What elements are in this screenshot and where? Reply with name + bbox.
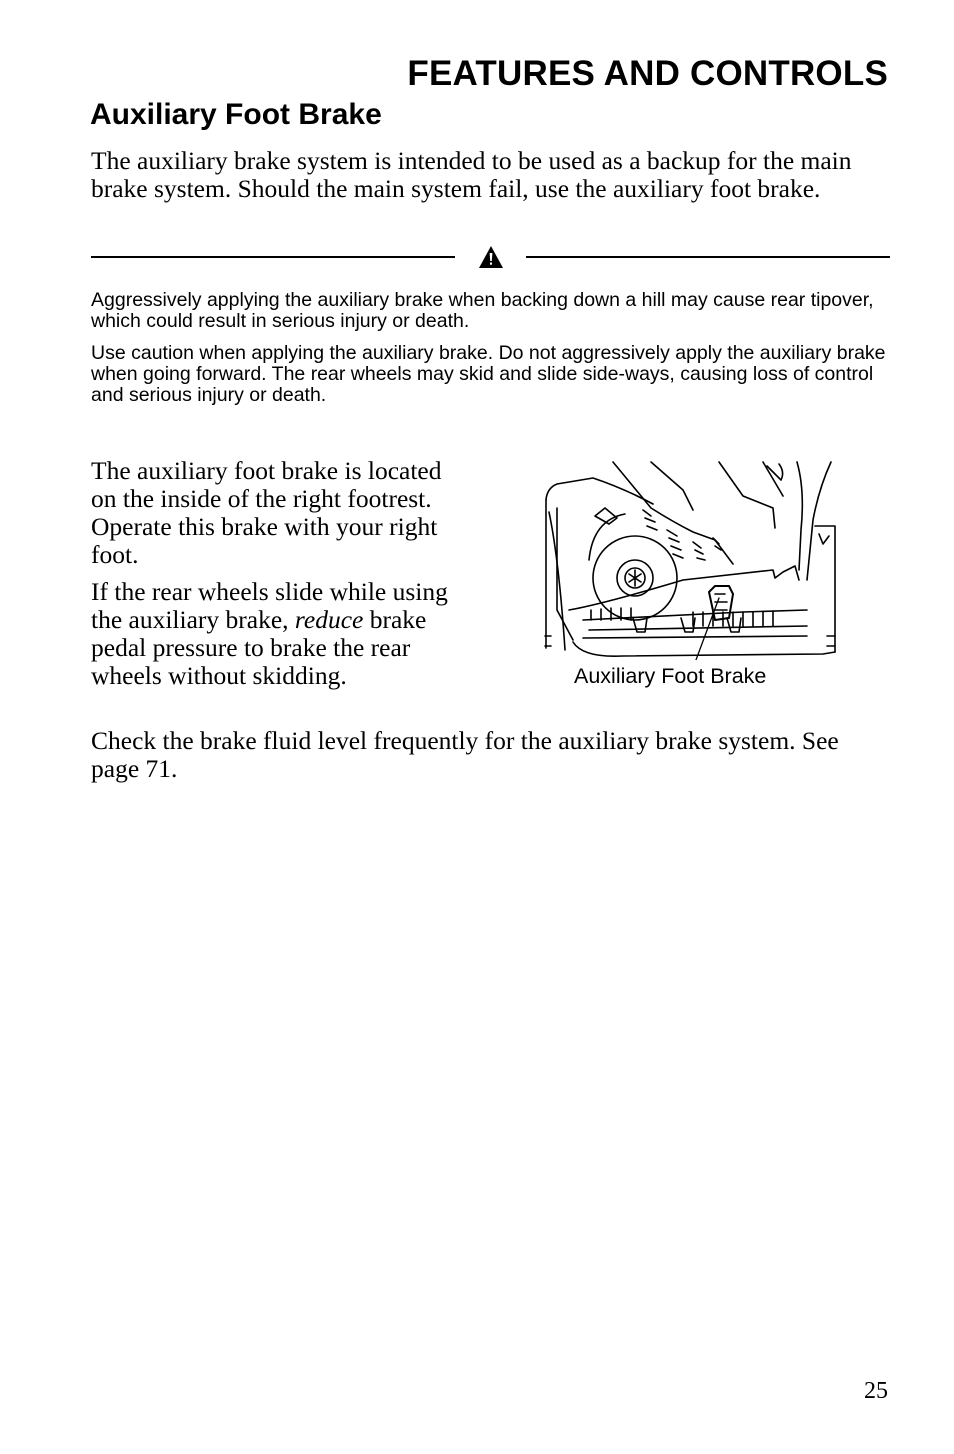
page-number: 25 bbox=[864, 1378, 888, 1404]
brake-fluid-paragraph: Check the brake fluid level frequently for the auxiliary brake system. See page 71. bbox=[91, 726, 839, 783]
warning-text-tipover: Aggressively applying the auxiliary brake when backing down a hill may cause rear tipover, which could result in serious injury or death. bbox=[91, 289, 874, 332]
skid-paragraph bbox=[91, 578, 451, 690]
warning-triangle-icon bbox=[478, 245, 504, 269]
warning-rule-right bbox=[526, 256, 890, 258]
section-title: FEATURES AND CONTROLS bbox=[407, 54, 888, 93]
footrest-brake-illustration bbox=[543, 460, 839, 660]
warning-divider bbox=[91, 245, 890, 271]
warning-rule-left bbox=[91, 256, 455, 258]
location-paragraph: The auxiliary foot brake is located on the inside of the right footrest. Operate this brake with your right foot. bbox=[91, 456, 442, 569]
location-text bbox=[91, 457, 451, 699]
figure-caption: Auxiliary Foot Brake bbox=[574, 664, 767, 688]
skid-text-emphasis: reduce bbox=[294, 605, 364, 634]
page-heading: Auxiliary Foot Brake bbox=[90, 98, 382, 131]
intro-paragraph: The auxiliary brake system is intended to be used as a backup for the main brake system. Should the main system fail, use the auxiliary foot brake. bbox=[91, 146, 852, 203]
skid-text-start: If the rear wheels slide while using the auxiliary brake, bbox=[91, 577, 448, 634]
warning-text-skid: Use caution when applying the auxiliary brake. Do not aggressively apply the auxiliary brake when going forward. The rear wheels may skid and slide side-ways, causing loss of control and serious injury or death. bbox=[91, 342, 886, 406]
skid-text-end: brake pedal pressure to brake the rear wheels without skidding. bbox=[91, 605, 427, 690]
